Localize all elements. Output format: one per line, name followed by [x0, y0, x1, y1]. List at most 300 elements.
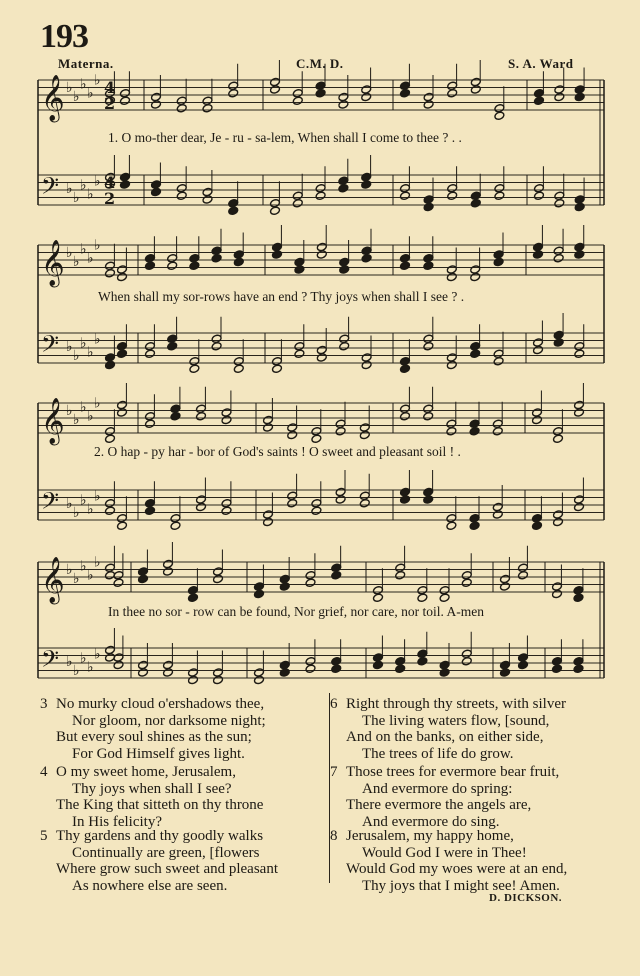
note-head: [552, 582, 563, 591]
note-head: [359, 430, 370, 439]
stanza-line: Would God I were in Thee!: [362, 844, 527, 861]
stanza-line: Thy joys when shall I see?: [72, 780, 232, 797]
note-head: [400, 184, 411, 193]
note-head: [287, 499, 298, 508]
note-head: [574, 250, 585, 259]
note-head: [315, 89, 326, 98]
note-head: [423, 334, 434, 343]
note-head: [105, 434, 116, 443]
stanza-number: 7: [330, 764, 338, 780]
note-head: [534, 96, 545, 105]
note-head: [574, 502, 585, 511]
note-head: [294, 342, 305, 351]
note-head: [339, 257, 350, 266]
note-head: [331, 571, 342, 580]
note-head: [113, 660, 124, 669]
flat-icon: ♭: [66, 181, 73, 197]
note-head: [105, 563, 116, 572]
stanza-8: [330, 828, 568, 894]
note-head: [294, 257, 305, 266]
note-head: [518, 571, 529, 580]
note-head: [233, 364, 244, 373]
note-head: [361, 254, 372, 263]
note-head: [335, 427, 346, 436]
note-head: [202, 104, 213, 113]
note-head: [574, 242, 585, 251]
note-head: [400, 404, 411, 413]
note-head: [423, 195, 434, 204]
note-head: [400, 357, 411, 366]
note-head: [470, 265, 481, 274]
stanza-line: Those trees for evermore bear fruit,: [346, 764, 560, 780]
note-head: [553, 338, 564, 347]
note-head: [228, 89, 239, 98]
lyric-line-2: When shall my sor-rows have an end ? Thy joys when shall I see ? .: [98, 289, 465, 304]
note-head: [400, 261, 411, 270]
stanza-line: Continually are green, [flowers: [72, 844, 260, 861]
note-head: [500, 582, 511, 591]
note-head: [331, 563, 342, 572]
note-head: [170, 404, 181, 413]
note-head: [373, 653, 384, 662]
note-head: [574, 85, 585, 94]
time-signature-numerator: 4: [104, 78, 116, 97]
flat-icon: ♭: [73, 190, 80, 206]
note-head: [534, 191, 545, 200]
note-head: [469, 514, 480, 523]
note-head: [574, 202, 585, 211]
note-head: [272, 357, 283, 366]
flat-icon: ♭: [66, 339, 73, 355]
note-head: [188, 668, 199, 677]
flat-icon: ♭: [80, 241, 87, 258]
note-head: [423, 404, 434, 413]
note-head: [151, 187, 162, 196]
note-head: [292, 96, 303, 105]
note-head: [305, 657, 316, 666]
note-head: [423, 412, 434, 421]
note-head: [552, 657, 563, 666]
note-head: [272, 250, 283, 259]
note-head: [163, 660, 174, 669]
note-head: [446, 514, 457, 523]
note-head: [423, 202, 434, 211]
note-head: [446, 272, 457, 281]
time-signature-denominator: 2: [104, 189, 116, 208]
note-head: [518, 660, 529, 669]
note-head: [493, 257, 504, 266]
flat-icon: ♭: [73, 254, 80, 270]
note-head: [167, 254, 178, 263]
note-head: [469, 521, 480, 530]
note-head: [574, 195, 585, 204]
note-head: [292, 191, 303, 200]
flat-icon: ♭: [66, 496, 73, 512]
note-head: [196, 412, 207, 421]
note-head: [493, 357, 504, 366]
note-head: [335, 495, 346, 504]
note-head: [254, 589, 265, 598]
note-head: [339, 342, 350, 351]
note-head: [534, 184, 545, 193]
flat-icon: ♭: [80, 76, 87, 93]
flat-icon: ♭: [80, 399, 87, 416]
note-head: [552, 589, 563, 598]
stanza-line: Thy gardens and thy goodly walks: [56, 828, 264, 844]
note-head: [533, 242, 544, 251]
note-head: [494, 104, 505, 113]
note-head: [311, 506, 322, 515]
note-head: [311, 499, 322, 508]
note-head: [417, 649, 428, 658]
note-head: [492, 419, 503, 428]
note-head: [446, 353, 457, 362]
note-head: [170, 412, 181, 421]
flat-icon: ♭: [87, 85, 94, 102]
note-head: [400, 191, 411, 200]
note-head: [361, 85, 372, 94]
note-head: [202, 195, 213, 204]
flat-icon: ♭: [80, 650, 87, 667]
note-head: [117, 349, 128, 358]
note-head: [338, 184, 349, 193]
note-head: [573, 586, 584, 595]
stanza-number: 5: [40, 828, 48, 844]
note-head: [553, 246, 564, 255]
lyric-line-1: 1. O mo-ther dear, Je - ru - sa-lem, When shall I come to thee ? . .: [108, 130, 462, 145]
note-head: [196, 495, 207, 504]
note-head: [263, 510, 274, 519]
note-head: [469, 427, 480, 436]
note-head: [534, 89, 545, 98]
note-head: [493, 250, 504, 259]
note-head: [117, 400, 128, 409]
flat-icon: ♭: [80, 177, 87, 194]
note-head: [316, 250, 327, 259]
stanza-line: For God Himself gives light.: [72, 745, 245, 762]
note-head: [279, 668, 290, 677]
flat-icon: ♭: [80, 492, 87, 509]
note-head: [553, 254, 564, 263]
note-head: [138, 668, 149, 677]
note-head: [573, 664, 584, 673]
note-head: [335, 419, 346, 428]
note-head: [176, 96, 187, 105]
note-head: [145, 254, 156, 263]
note-head: [492, 502, 503, 511]
note-head: [469, 419, 480, 428]
note-head: [331, 657, 342, 666]
note-head: [470, 199, 481, 208]
note-head: [176, 184, 187, 193]
note-head: [117, 272, 128, 281]
stanza-5: [40, 828, 278, 894]
note-head: [532, 521, 543, 530]
note-head: [120, 89, 131, 98]
note-head: [518, 653, 529, 662]
note-head: [338, 92, 349, 101]
note-head: [395, 563, 406, 572]
note-head: [105, 427, 116, 436]
author-credit: D. DICKSON.: [489, 892, 563, 904]
stanza-line: There evermore the angels are,: [346, 797, 532, 813]
note-head: [400, 254, 411, 263]
note-head: [446, 360, 457, 369]
note-head: [151, 92, 162, 101]
note-head: [270, 206, 281, 215]
note-head: [138, 574, 149, 583]
note-head: [211, 254, 222, 263]
note-head: [228, 81, 239, 90]
flat-icon: ♭: [73, 663, 80, 679]
note-head: [359, 491, 370, 500]
note-head: [461, 578, 472, 587]
note-head: [202, 187, 213, 196]
note-head: [270, 77, 281, 86]
flat-icon: ♭: [80, 335, 87, 352]
note-head: [105, 499, 116, 508]
note-head: [188, 675, 199, 684]
flat-icon: ♭: [73, 412, 80, 428]
note-head: [233, 250, 244, 259]
stanza-line: Right through thy streets, with silver: [346, 696, 566, 712]
note-head: [533, 250, 544, 259]
note-head: [423, 487, 434, 496]
flat-icon: ♭: [87, 250, 94, 267]
note-head: [331, 664, 342, 673]
flat-icon: ♭: [66, 245, 73, 261]
note-head: [145, 342, 156, 351]
note-head: [145, 506, 156, 515]
note-head: [287, 430, 298, 439]
bass-clef-icon: 𝄢: [41, 172, 60, 205]
treble-clef-icon: 𝄞: [41, 75, 65, 121]
note-head: [574, 495, 585, 504]
note-head: [532, 415, 543, 424]
note-head: [423, 254, 434, 263]
tune-name: Materna.: [58, 56, 114, 71]
note-head: [361, 360, 372, 369]
note-head: [423, 342, 434, 351]
note-head: [492, 427, 503, 436]
note-head: [518, 563, 529, 572]
hymn-number: 193: [40, 18, 88, 55]
note-head: [423, 100, 434, 109]
flat-icon: ♭: [87, 659, 94, 676]
note-head: [170, 521, 181, 530]
note-head: [446, 265, 457, 274]
note-head: [167, 261, 178, 270]
note-head: [470, 342, 481, 351]
note-head: [574, 349, 585, 358]
note-head: [202, 96, 213, 105]
note-head: [213, 675, 224, 684]
note-head: [117, 342, 128, 351]
note-head: [553, 330, 564, 339]
flat-icon: ♭: [87, 344, 94, 361]
stanza-line: And evermore do sing.: [362, 813, 500, 830]
note-head: [400, 89, 411, 98]
note-head: [339, 265, 350, 274]
note-head: [113, 653, 124, 662]
note-head: [163, 559, 174, 568]
note-head: [113, 578, 124, 587]
stanza-4: [40, 764, 264, 830]
stanza-line: As nowhere else are seen.: [72, 877, 228, 894]
stanza-line: O my sweet home, Jerusalem,: [56, 764, 236, 780]
note-head: [395, 571, 406, 580]
note-head: [188, 586, 199, 595]
note-head: [500, 574, 511, 583]
note-head: [574, 92, 585, 101]
note-head: [338, 176, 349, 185]
note-head: [400, 487, 411, 496]
bass-clef-icon: 𝄢: [41, 330, 60, 363]
note-head: [316, 353, 327, 362]
note-head: [105, 360, 116, 369]
note-head: [470, 349, 481, 358]
note-head: [145, 261, 156, 270]
note-head: [423, 261, 434, 270]
note-head: [400, 495, 411, 504]
note-head: [461, 571, 472, 580]
note-head: [145, 349, 156, 358]
note-head: [461, 657, 472, 666]
note-head: [439, 660, 450, 669]
note-head: [233, 357, 244, 366]
note-head: [311, 427, 322, 436]
note-head: [554, 191, 565, 200]
note-head: [211, 246, 222, 255]
note-head: [211, 342, 222, 351]
note-head: [494, 191, 505, 200]
flat-icon: ♭: [94, 646, 101, 663]
note-head: [470, 191, 481, 200]
stanza-number: 3: [40, 696, 48, 712]
note-head: [439, 668, 450, 677]
note-head: [170, 514, 181, 523]
stanza-line: The King that sitteth on thy throne: [56, 797, 264, 813]
note-head: [254, 668, 265, 677]
note-head: [138, 567, 149, 576]
note-head: [470, 272, 481, 281]
note-head: [315, 184, 326, 193]
note-head: [167, 342, 178, 351]
stanza-line: And evermore do spring:: [362, 780, 513, 797]
note-head: [117, 521, 128, 530]
note-head: [533, 338, 544, 347]
note-head: [145, 499, 156, 508]
note-head: [500, 660, 511, 669]
note-head: [373, 660, 384, 669]
note-head: [532, 408, 543, 417]
note-head: [553, 427, 564, 436]
stanza-line: Jerusalem, my happy home,: [346, 828, 514, 844]
note-head: [272, 242, 283, 251]
note-head: [553, 434, 564, 443]
flat-icon: ♭: [87, 408, 94, 425]
note-head: [287, 423, 298, 432]
note-head: [339, 334, 350, 343]
flat-icon: ♭: [73, 89, 80, 105]
flat-icon: ♭: [87, 501, 94, 518]
note-head: [574, 408, 585, 417]
note-head: [305, 664, 316, 673]
note-head: [573, 593, 584, 602]
bass-clef-icon: 𝄢: [41, 645, 60, 678]
note-head: [163, 668, 174, 677]
stanza-line: The trees of life do grow.: [362, 745, 514, 762]
note-head: [417, 586, 428, 595]
note-head: [315, 191, 326, 200]
note-head: [213, 668, 224, 677]
note-head: [263, 415, 274, 424]
flat-icon: ♭: [66, 403, 73, 419]
stanza-line: Where grow such sweet and pleasant: [56, 861, 278, 877]
note-head: [213, 567, 224, 576]
note-head: [263, 517, 274, 526]
stanza-line: Nor gloom, nor darksome night;: [72, 712, 266, 729]
note-head: [439, 586, 450, 595]
note-head: [189, 364, 200, 373]
note-head: [213, 574, 224, 583]
note-head: [574, 400, 585, 409]
note-head: [554, 199, 565, 208]
note-head: [447, 191, 458, 200]
note-head: [120, 172, 131, 181]
note-head: [167, 334, 178, 343]
flat-icon: ♭: [94, 554, 101, 571]
note-head: [305, 578, 316, 587]
note-head: [270, 85, 281, 94]
treble-clef-icon: 𝄞: [41, 398, 65, 444]
note-head: [254, 582, 265, 591]
flat-icon: ♭: [94, 72, 101, 89]
note-head: [373, 593, 384, 602]
note-head: [316, 242, 327, 251]
note-head: [254, 675, 265, 684]
note-head: [423, 92, 434, 101]
note-head: [335, 487, 346, 496]
note-head: [270, 199, 281, 208]
note-head: [228, 199, 239, 208]
flat-icon: ♭: [80, 558, 87, 575]
time-signature-numerator: 4: [104, 173, 116, 192]
note-head: [400, 412, 411, 421]
note-head: [221, 415, 232, 424]
lyric-line-3: 2. O hap - py har - bor of God's saints ! O sweet and pleasant soil ! .: [94, 444, 461, 459]
note-head: [163, 567, 174, 576]
composer: S. A. Ward: [508, 56, 574, 71]
note-head: [316, 345, 327, 354]
flat-icon: ♭: [94, 488, 101, 505]
stanza-number: 6: [330, 696, 338, 712]
note-head: [423, 495, 434, 504]
flat-icon: ♭: [87, 186, 94, 203]
note-head: [117, 408, 128, 417]
note-head: [120, 96, 131, 105]
note-head: [359, 499, 370, 508]
lyric-line-4: In thee no sor - row can be found, Nor grief, nor care, nor toil. A-men: [108, 604, 485, 619]
note-head: [263, 423, 274, 432]
note-head: [447, 89, 458, 98]
note-head: [574, 342, 585, 351]
note-head: [221, 499, 232, 508]
note-head: [470, 77, 481, 86]
note-head: [294, 349, 305, 358]
flat-icon: ♭: [94, 331, 101, 348]
note-head: [492, 510, 503, 519]
